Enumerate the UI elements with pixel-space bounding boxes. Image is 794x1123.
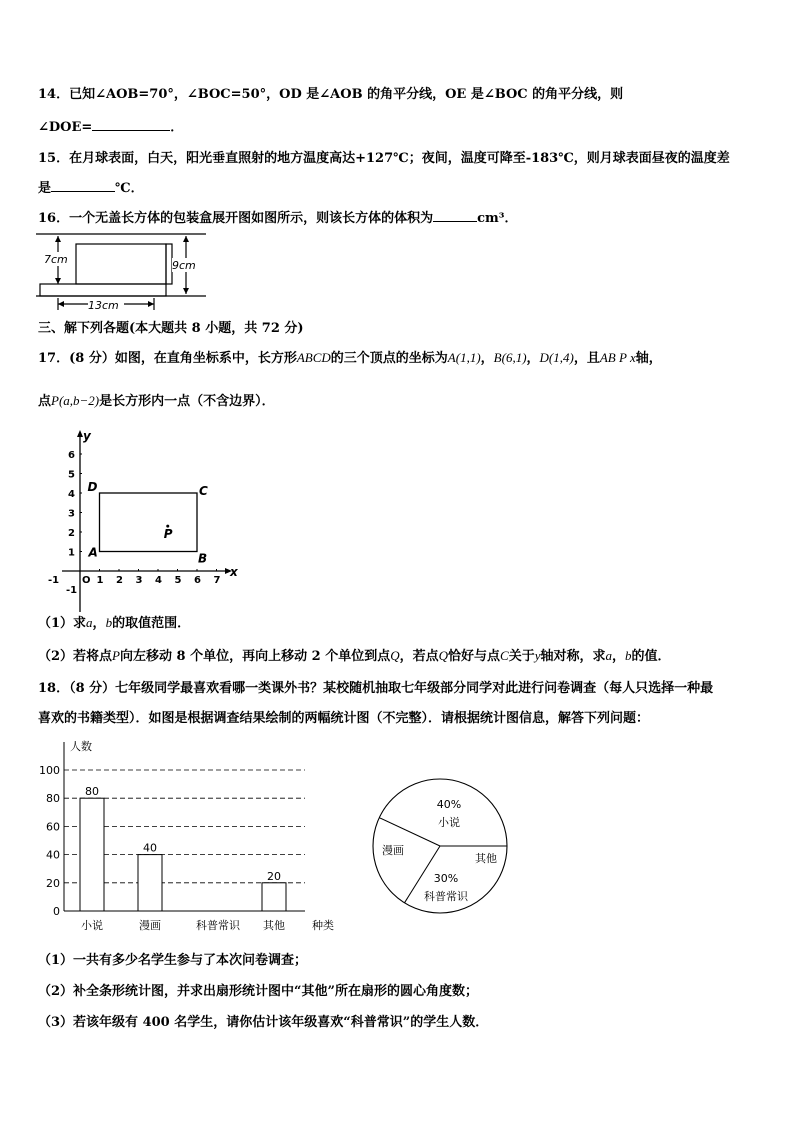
pie-slice-boundary (379, 818, 440, 846)
x-tick-label: 4 (155, 575, 162, 586)
q17-t3: ，且 (573, 351, 600, 366)
q16-suffix: cm³． (477, 211, 518, 226)
var-b: b (105, 615, 113, 630)
bar-1 (138, 855, 162, 911)
q14-suffix: ． (170, 120, 184, 135)
bar-category-label: 其他 (263, 919, 285, 932)
coordinate-graph (44, 426, 244, 616)
coord-P: P(a,b−2) (51, 393, 100, 408)
bar-y-tick-label: 0 (53, 905, 60, 918)
bar-y-tick-label: 100 (39, 764, 60, 777)
x-tick-label: 1 (96, 575, 104, 586)
bar-3 (262, 883, 286, 911)
q17-p2-t8: 的值． (631, 649, 671, 664)
point-C-label: C (199, 484, 208, 498)
q15-line2 (38, 177, 144, 196)
bar-category-label: 漫画 (139, 919, 161, 932)
q17-p2-t3: ，若点 (399, 649, 439, 664)
bar-data-label: 20 (267, 869, 281, 883)
q17-t1: 17．(8 分）如图，在直角坐标系中，长方形 (38, 351, 297, 366)
q17-p2-t6: 轴对称，求 (540, 649, 606, 664)
var-b2: b (625, 648, 632, 663)
q17-t2: 的三个顶点的坐标为 (330, 351, 448, 366)
x-axis-label: x (230, 565, 238, 579)
bar-0 (80, 798, 104, 911)
bar-y-tick-label: 40 (46, 848, 60, 862)
label-9cm: 9cm (172, 259, 196, 272)
y-tick-label: 1 (68, 547, 75, 559)
bar-chart (30, 736, 345, 936)
bar-y-axis-title: 人数 (70, 740, 92, 753)
q16-text (38, 207, 517, 226)
point-D-label: D (87, 480, 98, 494)
q17-p2-t7: ， (612, 649, 626, 664)
y-tick-label: 3 (68, 508, 75, 520)
bar-data-label: 40 (143, 841, 157, 855)
q18-part2: （2）补全条形统计图，并求出扇形统计图中“其他”所在扇形的圆心角度数； (38, 984, 479, 999)
x-tick-label: 5 (174, 575, 182, 586)
q14-line1: 14．已知∠AOB=70°，∠BOC=50°，OD 是∠AOB 的角平分线，OE 是∠BOC 的角平分线，则 (38, 87, 624, 102)
x-tick-label: 6 (194, 575, 201, 586)
bar-data-label: 80 (85, 785, 99, 799)
q17-line1: 17．(8 分）如图，在直角坐标系中，长方形ABCD的三个顶点的坐标为A(1,1)，B(6,1)，D(1,4)，且AB P x轴， (38, 350, 662, 366)
q18-part3: （3）若该年级有 400 名学生，请你估计该年级喜欢“科普常识”的学生人数． (38, 1015, 489, 1030)
q17-p2-t1: （2）若将点 (38, 649, 113, 664)
label-13cm: 13cm (88, 299, 119, 312)
answer-blank-q16[interactable] (433, 209, 477, 222)
box-net-figure (36, 228, 208, 314)
section-3-heading: 三、解下列各题(本大题共 8 小题，共 72 分) (38, 321, 304, 336)
answer-blank-q14[interactable] (92, 118, 170, 131)
q18-line2: 喜欢的书籍类型）．如图是根据调查结果绘制的两幅统计图（不完整）．请根据统计图信息，解答下列问题： (38, 711, 650, 726)
pie-pct-novel: 40% (436, 798, 462, 811)
q15-prefix: 是 (38, 181, 52, 196)
label-7cm: 7cm (44, 253, 68, 266)
var-Q: Q (390, 648, 400, 663)
pie-label-other: 其他 (475, 852, 497, 865)
q17-t4: 轴， (635, 351, 662, 366)
y-axis-label: y (83, 429, 91, 443)
var-a: a (86, 615, 93, 630)
var-Q2: Q (438, 648, 448, 663)
q14-prefix: ∠DOE= (38, 120, 93, 135)
y-tick-label: 6 (68, 450, 75, 461)
x-tick-label: 7 (213, 575, 221, 586)
q17-line2 (38, 390, 275, 409)
q18-part1: （1）一共有多少名学生参与了本次问卷调查； (38, 953, 308, 968)
y-tick-label: 5 (68, 469, 75, 481)
q16-prefix: 16．一个无盖长方体的包装盒展开图如图所示，则该长方体的体积为 (38, 211, 434, 226)
q17-part1-t1: （1）求 (38, 616, 87, 631)
var-a2: a (605, 648, 612, 663)
neg-x-tick-label: -1 (48, 575, 60, 586)
rect-abcd: ABCD (296, 350, 331, 365)
q14-line2 (38, 116, 183, 135)
bar-y-tick-label: 80 (46, 792, 60, 806)
pie-label-comics: 漫画 (382, 844, 404, 857)
q17-part1-t2: 的取值范围． (112, 616, 191, 631)
q18-line1: 18．（8 分）七年级同学最喜欢看哪一类课外书？某校随机抽取七年级部分同学对此进行问卷调查（每人只选择一种最 (38, 681, 714, 696)
q17-part1 (38, 612, 190, 631)
bar-x-axis-title: 种类 (312, 919, 334, 932)
x-tick-label: 3 (135, 575, 143, 586)
y-tick-label: 2 (68, 528, 75, 539)
q15-suffix: ℃． (115, 181, 144, 196)
bar-category-label: 小说 (81, 919, 103, 932)
coord-A: A(1,1) (447, 350, 481, 365)
q17-t6: 是长方形内一点（不含边界）． (99, 394, 275, 409)
coord-D: D(1,4) (539, 350, 574, 365)
var-P: P (112, 648, 120, 663)
q17-p2-t5: 关于 (508, 649, 535, 664)
neg-y-tick-label: -1 (66, 585, 78, 596)
point-A-label: A (88, 545, 98, 560)
rectangle-abcd (100, 493, 198, 552)
x-tick-label: 2 (116, 575, 123, 586)
pie-label-novel: 小说 (438, 816, 460, 829)
q17-t5: 点 (38, 394, 52, 409)
pie-chart (364, 776, 520, 916)
var-C: C (500, 648, 509, 663)
var-y: y (534, 648, 541, 663)
point-P-label: P (163, 527, 173, 542)
pie-label-science: 科普常识 (424, 890, 468, 903)
q17-p2-t2: 向左移动 8 个单位，再向上移动 2 个单位到点 (120, 649, 391, 664)
y-tick-label: 4 (68, 489, 75, 500)
pie-pct-science: 30% (433, 872, 459, 885)
coord-B: B(6,1) (493, 350, 527, 365)
q17-p2-t4: 恰好与点 (448, 649, 501, 664)
q15-line1: 15．在月球表面，白天，阳光垂直照射的地方温度高达+127℃；夜间，温度可降至-183℃，则月球表面昼夜的温度差 (38, 151, 730, 166)
parallel-cond: AB P x (599, 350, 636, 365)
q17-part2 (38, 645, 671, 664)
answer-blank-q15[interactable] (51, 179, 115, 192)
q17-part1-sep: ， (92, 616, 106, 631)
bar-category-label: 科普常识 (196, 919, 240, 932)
origin-label: O (82, 575, 91, 586)
bar-y-tick-label: 60 (46, 820, 60, 834)
point-B-label: B (198, 551, 208, 566)
bar-y-tick-label: 20 (46, 876, 60, 890)
